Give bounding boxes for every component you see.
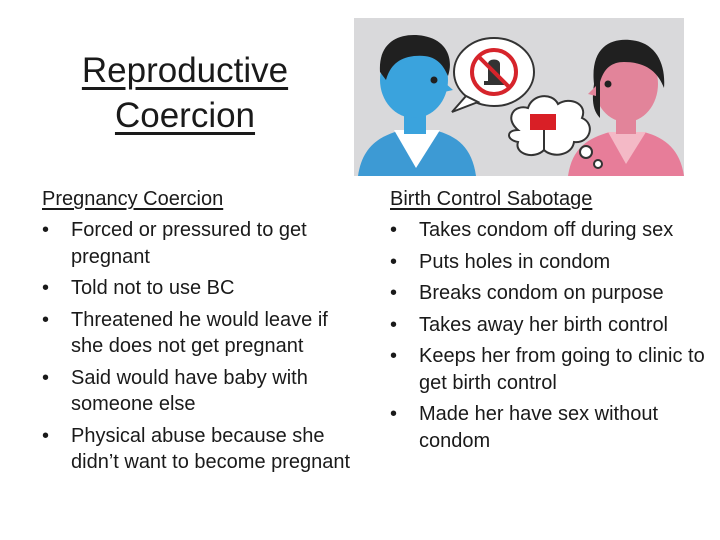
list-item: • Takes away her birth control xyxy=(390,312,710,339)
list-item: • Puts holes in condom xyxy=(390,249,710,276)
list-item: • Takes condom off during sex xyxy=(390,217,710,244)
list-item: • Made her have sex without condom xyxy=(390,401,710,454)
pregnancy-coercion-list xyxy=(42,217,354,476)
birth-control-sabotage-heading: Birth Control Sabotage xyxy=(390,188,593,210)
birth-control-sabotage-section xyxy=(390,186,710,459)
pregnancy-coercion-heading: Pregnancy Coercion xyxy=(42,188,224,210)
list-item: • Keeps her from going to clinic to get birth control xyxy=(390,343,710,396)
list-item: • Threatened he would leave if she does not get pregnant xyxy=(42,307,354,360)
birth-control-sabotage-list xyxy=(390,217,710,454)
pregnancy-coercion-section xyxy=(42,186,354,481)
slide-title: Reproductive Coercion xyxy=(81,51,289,135)
list-item: • Physical abuse because she didn’t want to become pregnant xyxy=(42,423,354,476)
list-item: • Forced or pressured to get pregnant xyxy=(42,217,354,270)
list-item: • Breaks condom on purpose xyxy=(390,280,710,307)
list-item: • Told not to use BC xyxy=(42,275,354,302)
coercion-illustration xyxy=(354,18,684,176)
list-item: • Said would have baby with someone else xyxy=(42,365,354,418)
